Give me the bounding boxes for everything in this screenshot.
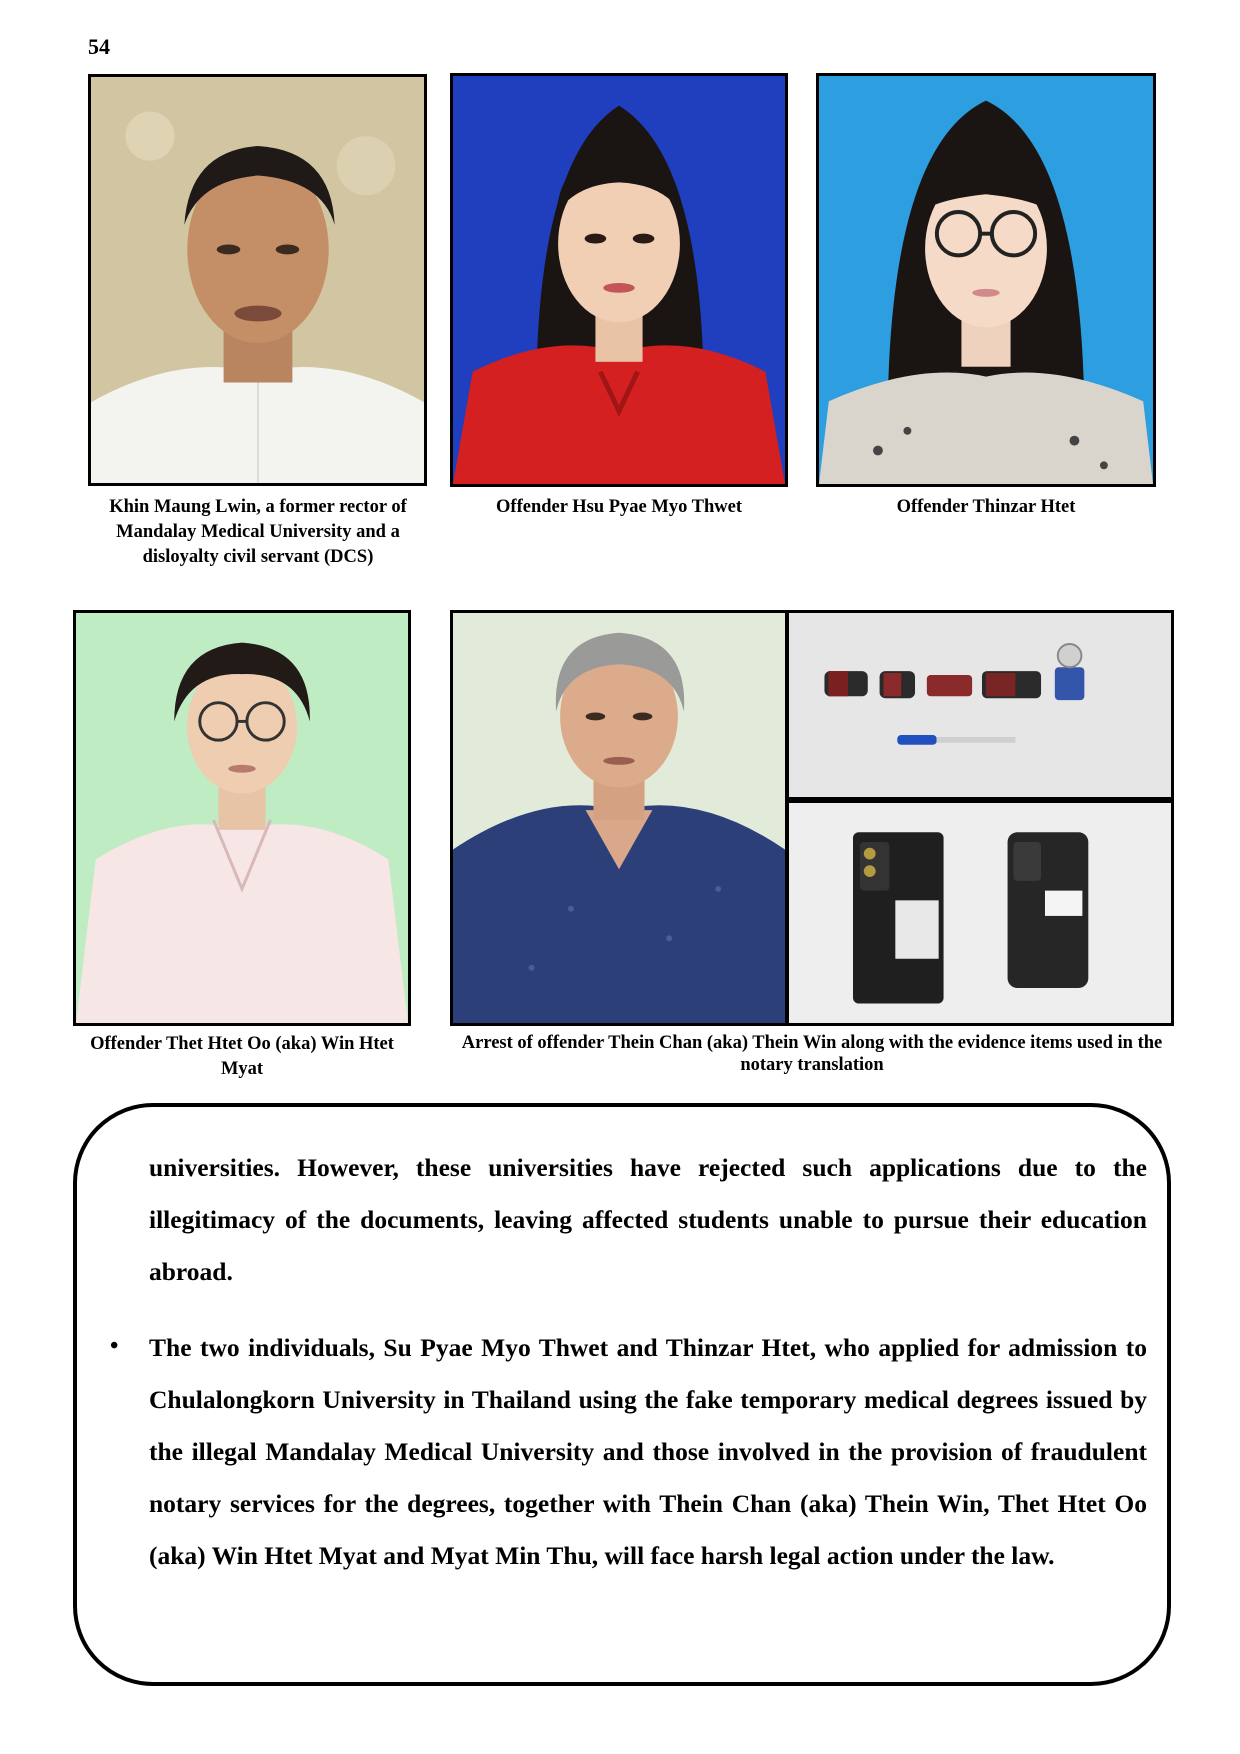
photo-khin-maung-lwin	[88, 74, 427, 486]
paragraph-bullet: The two individuals, Su Pyae Myo Thwet and Thinzar Htet, who applied for admission to Chulalongkorn University in Thailand using the fake temporary medical degrees issued by the illegal Mandalay Medical University and those involved in the provision of fraudulent notary services for the degrees, together with Thein Chan (aka) Thein Win, Thet Htet Oo (aka) Win Htet Myat and Myat Min Thu, will face harsh legal action under the law.	[149, 1333, 1147, 1570]
photo-thet-htet-oo	[73, 610, 411, 1026]
caption-khin-maung-lwin: Khin Maung Lwin, a former rector of Mandalay Medical University and a disloyalty civil servant (DCS)	[109, 497, 407, 567]
paragraph-continuation: universities. However, these universities have rejected such applications due to the illegitimacy of the documents, leaving affected students unable to pursue their education abroad.	[149, 1153, 1147, 1286]
photo-hsu-pyae-myo-thwet	[450, 73, 788, 487]
bullet-marker: •	[110, 1333, 119, 1359]
caption-hsu-pyae-myo-thwet: Offender Hsu Pyae Myo Thwet	[496, 497, 742, 517]
photo-thinzar-htet	[816, 73, 1156, 487]
text-box	[73, 1103, 1171, 1686]
caption-thinzar-htet: Offender Thinzar Htet	[896, 497, 1076, 517]
caption-thet-htet-oo: Offender Thet Htet Oo (aka) Win Htet Myat	[90, 1034, 394, 1079]
page-number: 54	[88, 34, 110, 59]
caption-thein-chan: Arrest of offender Thein Chan (aka) Thein Win along with the evidence items used in the notary translation	[461, 1033, 1163, 1075]
photo-evidence-stamps	[786, 610, 1174, 800]
photo-evidence-phones	[786, 800, 1174, 1026]
photo-thein-chan	[450, 610, 788, 1026]
